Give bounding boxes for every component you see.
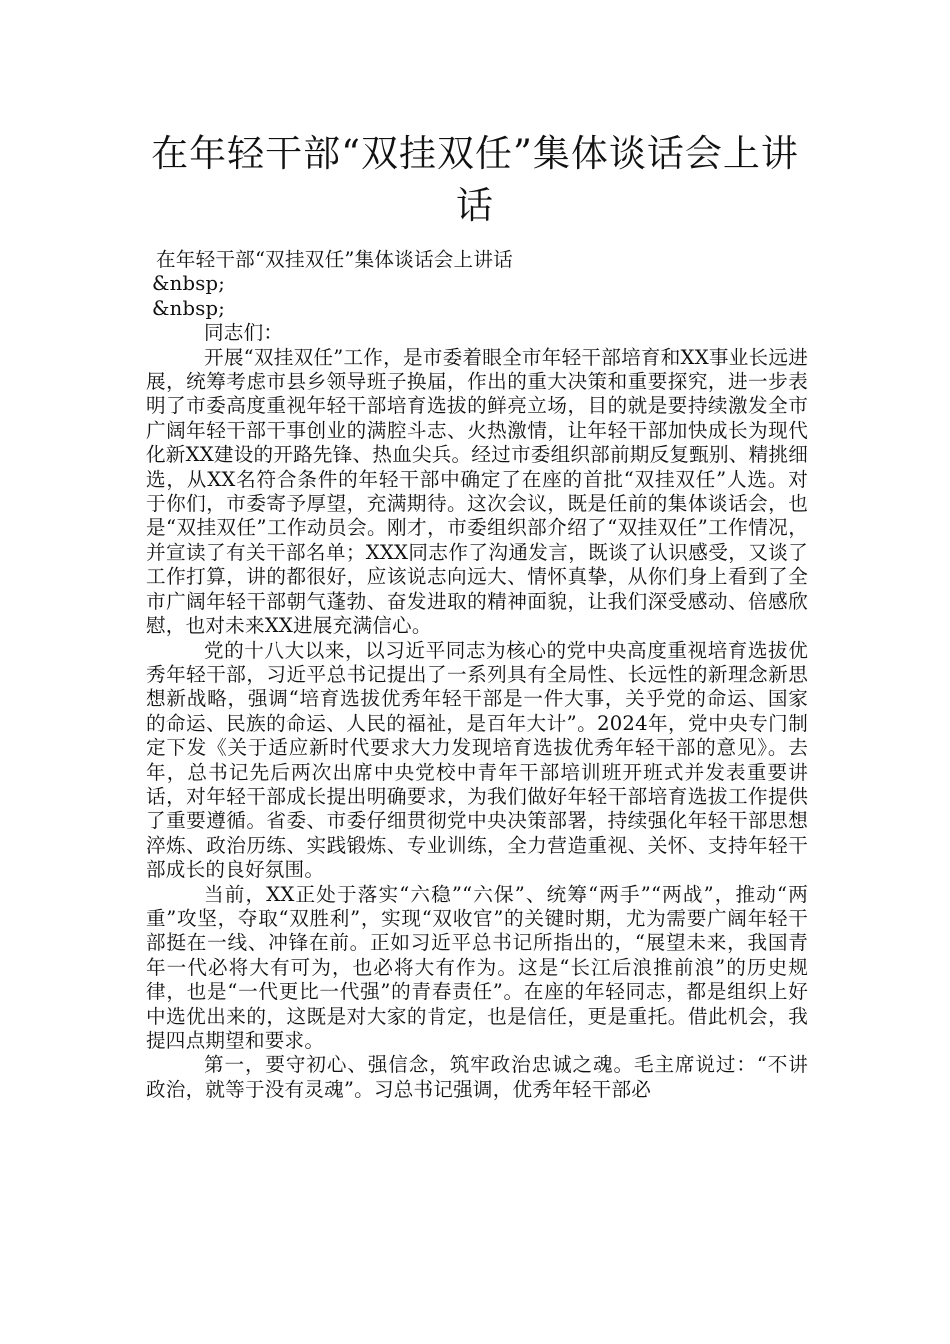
paragraph: 党的十八大以来，以习近平同志为核心的党中央高度重视培育选拔优秀年轻干部，习近平总书记提出了一系列具有全局性、长远性的新理念新思想新战略，强调“培育选拔优秀年轻干部是一件大事，关乎党的命运、国家的命运、民族的命运、人民的福祉，是百年大计”。2024年，党中央专门制定下发《关于适应新时代要求大力发现培育选拔优秀年轻干部的意见》。去年，总书记先后两次出席中央党校中青年干部培训班开班式并发表重要讲话，对年轻干部成长提出明确要求，为我们做好年轻干部培育选拔工作提供了重要遵循。省委、市委仔细贯彻党中央决策部署，持续强化年轻干部思想淬炼、政治历练、实践锻炼、专业训练，全力营造重视、关怀、支持年轻干部成长的良好氛围。 (146, 638, 808, 882)
document-subtitle: 在年轻干部“双挂双任”集体谈话会上讲话 (156, 248, 513, 271)
paragraph: 当前，XX正处于落实“六稳”“六保”、统筹“两手”“两战”，推动“两重”攻坚，夺取“双胜利”，实现“双收官”的关键时期，尤为需要广阔年轻干部挺在一线、冲锋在前。正如习近平总书记所指出的，“展望未来，我国青年一代必将大有可为，也必将大有作为。这是“长江后浪推前浪”的历史规律，也是“一代更比一代强”的青春责任”。在座的年轻同志，都是组织上好中选优出来的，这既是对大家的肯定，也是信任，更是重托。借此机会，我提四点期望和要求。 (146, 882, 808, 1052)
paragraph: 第一，要守初心、强信念，筑牢政治忠诚之魂。毛主席说过：“不讲政治，就等于没有灵魂”。习总书记强调，优秀年轻干部必 (146, 1053, 808, 1101)
greeting: 同志们： (204, 321, 284, 345)
nbsp-line: &nbsp; (152, 272, 226, 296)
document-body (146, 248, 808, 1102)
paragraph: 开展“双挂双任”工作，是市委着眼全市年轻干部培育和XX事业长远进展，统筹考虑市县乡领导班子换届，作出的重大决策和重要探究，进一步表明了市委高度重视年轻干部培育选拔的鲜亮立场，目的就是要持续激发全市广阔年轻干部干事创业的满腔斗志、火热激情，让年轻干部加快成长为现代化新XX建设的开路先锋、热血尖兵。经过市委组织部前期反复甄别、精挑细选，从XX名符合条件的年轻干部中确定了在座的首批“双挂双任”人选。对于你们，市委寄予厚望，充满期待。这次会议，既是任前的集体谈话会，也是“双挂双任”工作动员会。刚才，市委组织部介绍了“双挂双任”工作情况，并宣读了有关干部名单；XXX同志作了沟通发言，既谈了认识感受，又谈了工作打算，讲的都很好，应该说志向远大、情怀真挚，从你们身上看到了全市广阔年轻干部朝气蓬勃、奋发进取的精神面貌，让我们深受感动、倍感欣慰，也对未来XX进展充满信心。 (146, 345, 808, 638)
document-title: 在年轻干部“双挂双任”集体谈话会上讲话 (151, 132, 799, 227)
nbsp-line: &nbsp; (152, 296, 226, 320)
